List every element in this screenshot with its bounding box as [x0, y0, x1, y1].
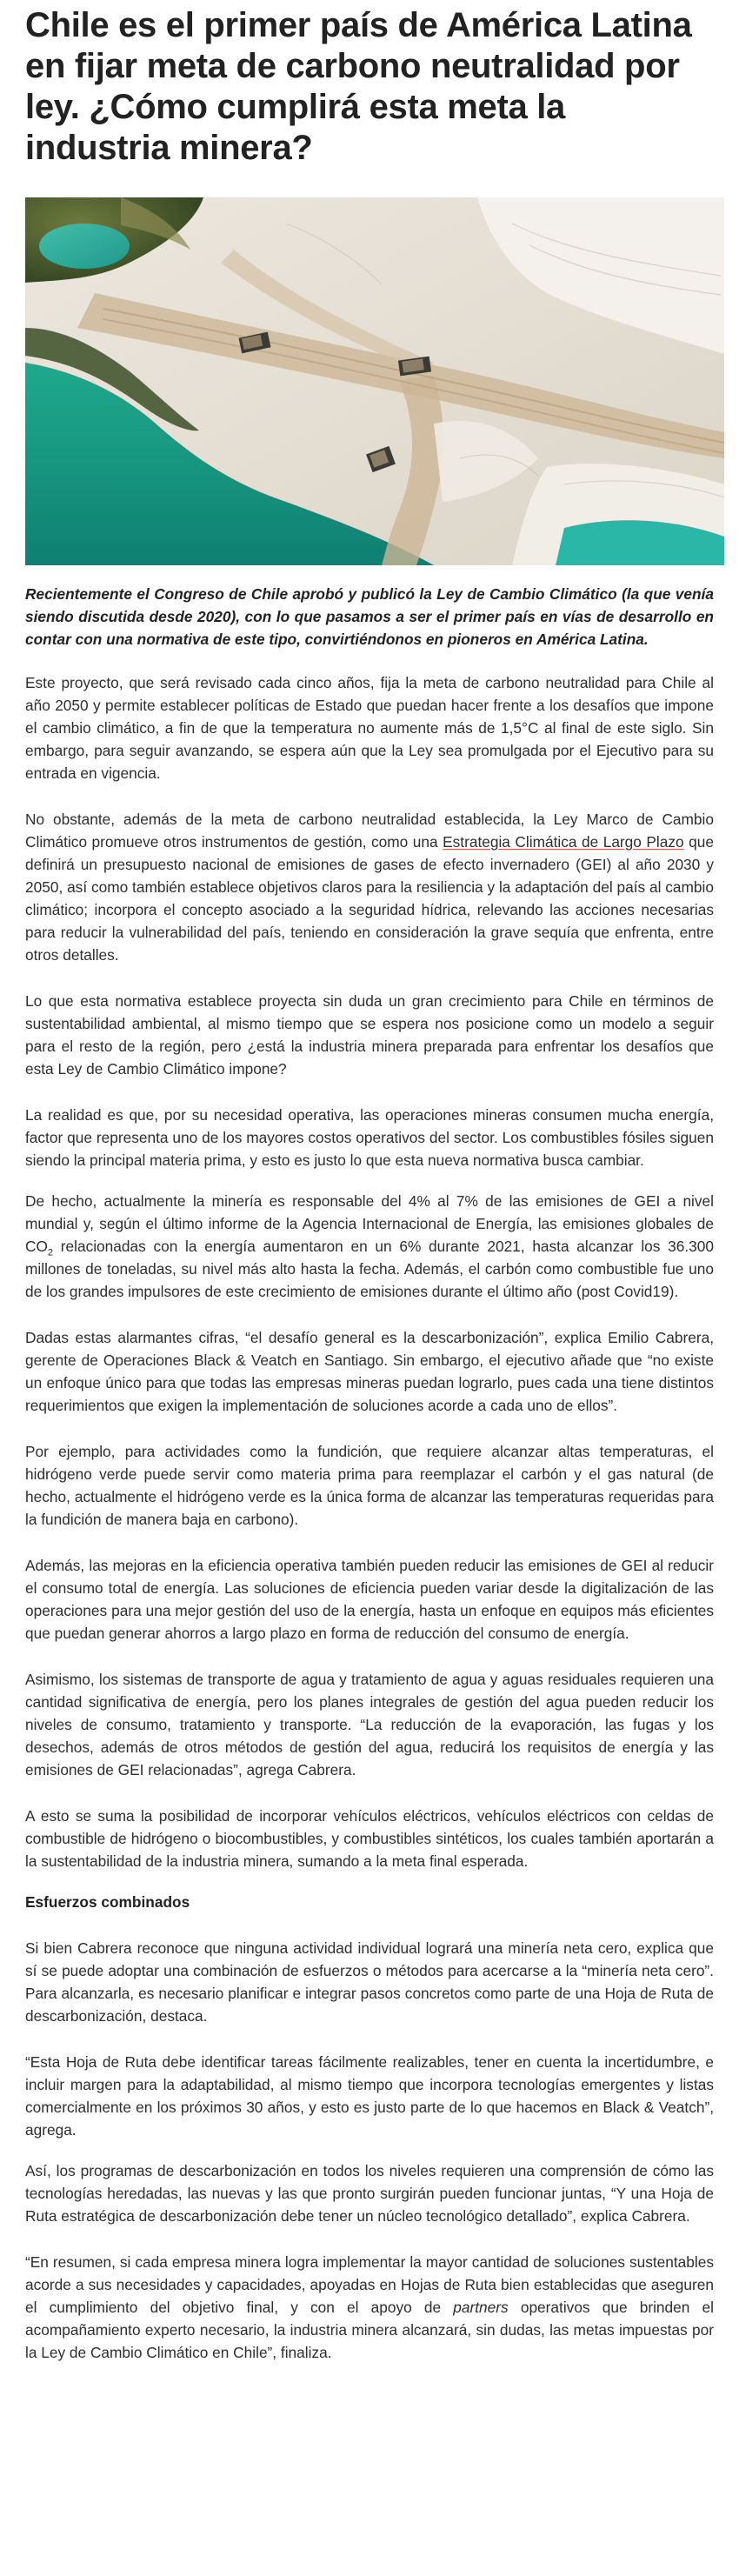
paragraph-6: Dadas estas alarmantes cifras, “el desafío general es la descarbonización”, explica Emilio Cabrera, gerente de Operaciones Black & Veatch en Santiago. Sin embargo, el ejecutivo añade que “no existe un enfoque único para que todas las empresas mineras puedan lograrlo, pues cada una tiene distintos requerimientos que exigen la implementación de soluciones acorde a cada uno de ellos”.: [25, 1329, 714, 1414]
estrategia-climatica-link[interactable]: Estrategia Climática de Largo Plazo: [443, 833, 684, 851]
paragraph-14-text-b: operativos que brinden el acompañamiento experto necesario, la industria minera alcanzará, sin dudas, las metas impuestas por la Ley de Cambio Climático en Chile”, finaliza.: [25, 2299, 714, 2361]
paragraph-3: Lo que esta normativa establece proyecta sin duda un gran crecimiento para Chile en términos de sustentabilidad ambiental, al mismo tiempo que se espera nos posicione como un modelo a seguir para el resto de la región, pero ¿está la industria minera preparada para enfrentar los desafíos que esta Ley de Cambio Climático impone?: [25, 992, 714, 1078]
paragraph-5-text-a: De hecho, actualmente la minería es responsable del 4% al 7% de las emisiones de GEI a nivel mundial y, según el último informe de la Agencia Internacional de Energía, las emisiones globales de CO: [25, 1192, 714, 1255]
article-title: Chile es el primer país de América Latina en fijar meta de carbono neutralidad por ley. ¿Cómo cumplirá esta meta la industria minera?: [25, 6, 692, 167]
paragraph-4: La realidad es que, por su necesidad operativa, las operaciones mineras consumen mucha energía, factor que representa uno de los mayores costos operativos del sector. Los combustibles fósiles siguen siendo la principal materia prima, y esto es justo lo que esta nueva normativa busca cambiar.: [25, 1106, 714, 1169]
hero-image: [25, 197, 724, 565]
article-body: [25, 583, 714, 2364]
section-heading: Esfuerzos combinados: [25, 1893, 190, 1911]
paragraph-9: Asimismo, los sistemas de transporte de agua y tratamiento de agua y aguas residuales requieren una cantidad significativa de energía, pero los planes integrales de gestión del agua pueden reducir los niveles de consumo, tratamiento y transporte. “La reducción de la evaporación, las fugas y los desechos, además de otros métodos de gestión del agua, reducirá los requisitos de energía y las emisiones de GEI relacionadas”, agrega Cabrera.: [25, 1671, 714, 1779]
paragraph-8: Además, las mejoras en la eficiencia operativa también pueden reducir las emisiones de GEI al reducir el consumo total de energía. Las soluciones de eficiencia pueden variar desde la digitalización de las operaciones para una mejor gestión del uso de la energía, hasta un enfoque en equipos más eficientes que puedan generar ahorros a largo plazo en forma de reducción del consumo de energía.: [25, 1557, 714, 1642]
paragraph-7: Por ejemplo, para actividades como la fundición, que requiere alcanzar altas temperaturas, el hidrógeno verde puede servir como materia prima para reemplazar el carbón y el gas natural (de hecho, actualmente el hidrógeno verde es la única forma de alcanzar las temperaturas requeridas para la fundición de manera baja en carbono).: [25, 1443, 714, 1528]
paragraph-2-text-a: No obstante, además de la meta de carbono neutralidad establecida, la Ley Marco de Cambio Climático promueve otros instrumentos de gestión, como una: [25, 811, 714, 851]
paragraph-12: “Esta Hoja de Ruta debe identificar tareas fácilmente realizables, tener en cuenta la incertidumbre, e incluir margen para la adaptabilidad, al mismo tiempo que incorpora tecnologías emergentes y listas comercialmente en los próximos 30 años, y esto es justo parte de lo que hacemos en Black & Veatch”, agrega.: [25, 2053, 714, 2139]
paragraph-14: [25, 2251, 714, 2364]
paragraph-2-text-b: que definirá un presupuesto nacional de emisiones de gases de efecto invernadero (GEI) al año 2030 y 2050, así como también establece objetivos claros para la resiliencia y la adaptación del país al cambio climático; incorpora el concepto asociado a la seguridad hídrica, relevando las acciones necesarias para reducir la vulnerabilidad del país, teniendo en consideración la grave sequía que enfrenta, entre otros detalles.: [25, 833, 714, 964]
paragraph-1: Este proyecto, que será revisado cada cinco años, fija la meta de carbono neutralidad para Chile al año 2050 y permite establecer políticas de Estado que puedan hacer frente a los desafíos que impone el cambio climático, a fin de que la temperatura no aumente más de 1,5°C al final de este siglo. Sin embargo, para seguir avanzando, se espera aún que la Ley sea promulgada por el Ejecutivo para su entrada en vigencia.: [25, 674, 714, 782]
paragraph-13: Así, los programas de descarbonización en todos los niveles requieren una comprensión de cómo las tecnologías heredadas, las nuevas y las que pronto surgirán pueden funcionar juntas, “Y una Hoja de Ruta estratégica de descarbonización debe tener un núcleo tecnológico detallado”, explica Cabrera.: [25, 2162, 714, 2225]
article-lead: Recientemente el Congreso de Chile aprobó y publicó la Ley de Cambio Climático (la que venía siendo discutida desde 2020), con lo que pasamos a ser el primer país en vías de desarrollo en contar con una normativa de este tipo, convirtiéndonos en pioneros en América Latina.: [25, 585, 714, 648]
partners-emphasis: partners: [453, 2299, 509, 2316]
paragraph-5: [25, 1190, 714, 1303]
paragraph-11: Si bien Cabrera reconoce que ninguna actividad individual logrará una minería neta cero, explica que sí se puede adoptar una combinación de esfuerzos o métodos para acercarse a la “minería neta cero”. Para alcanzarla, es necesario planificar e integrar pasos concretos como parte de una Hoja de Ruta de descarbonización, destaca.: [25, 1939, 714, 2025]
paragraph-14-text-a: “En resumen, si cada empresa minera logra implementar la mayor cantidad de soluciones sustentables acorde a sus necesidades y capacidades, apoyadas en Hojas de Ruta bien establecidas que aseguren el cumplimiento del objetivo final, y con el apoyo de: [25, 2253, 714, 2316]
paragraph-5-text-b: relacionadas con la energía aumentaron en un 6% durante 2021, hasta alcanzar los 36.300 millones de toneladas, su nivel más alto hasta la fecha. Además, el carbón como combustible fue uno de los grandes impulsores de este crecimiento de emisiones durante el último año (post Covid19).: [25, 1238, 714, 1300]
co2-subscript: 2: [47, 1247, 54, 1258]
paragraph-2: [25, 808, 714, 966]
paragraph-10: A esto se suma la posibilidad de incorporar vehículos eléctricos, vehículos eléctricos con celdas de combustible de hidrógeno o biocombustibles, y combustibles sintéticos, los cuales también aportarán a la sustentabilidad de la industria minera, sumando a la meta final esperada.: [25, 1807, 714, 1870]
aerial-mine-photo: [25, 197, 724, 565]
